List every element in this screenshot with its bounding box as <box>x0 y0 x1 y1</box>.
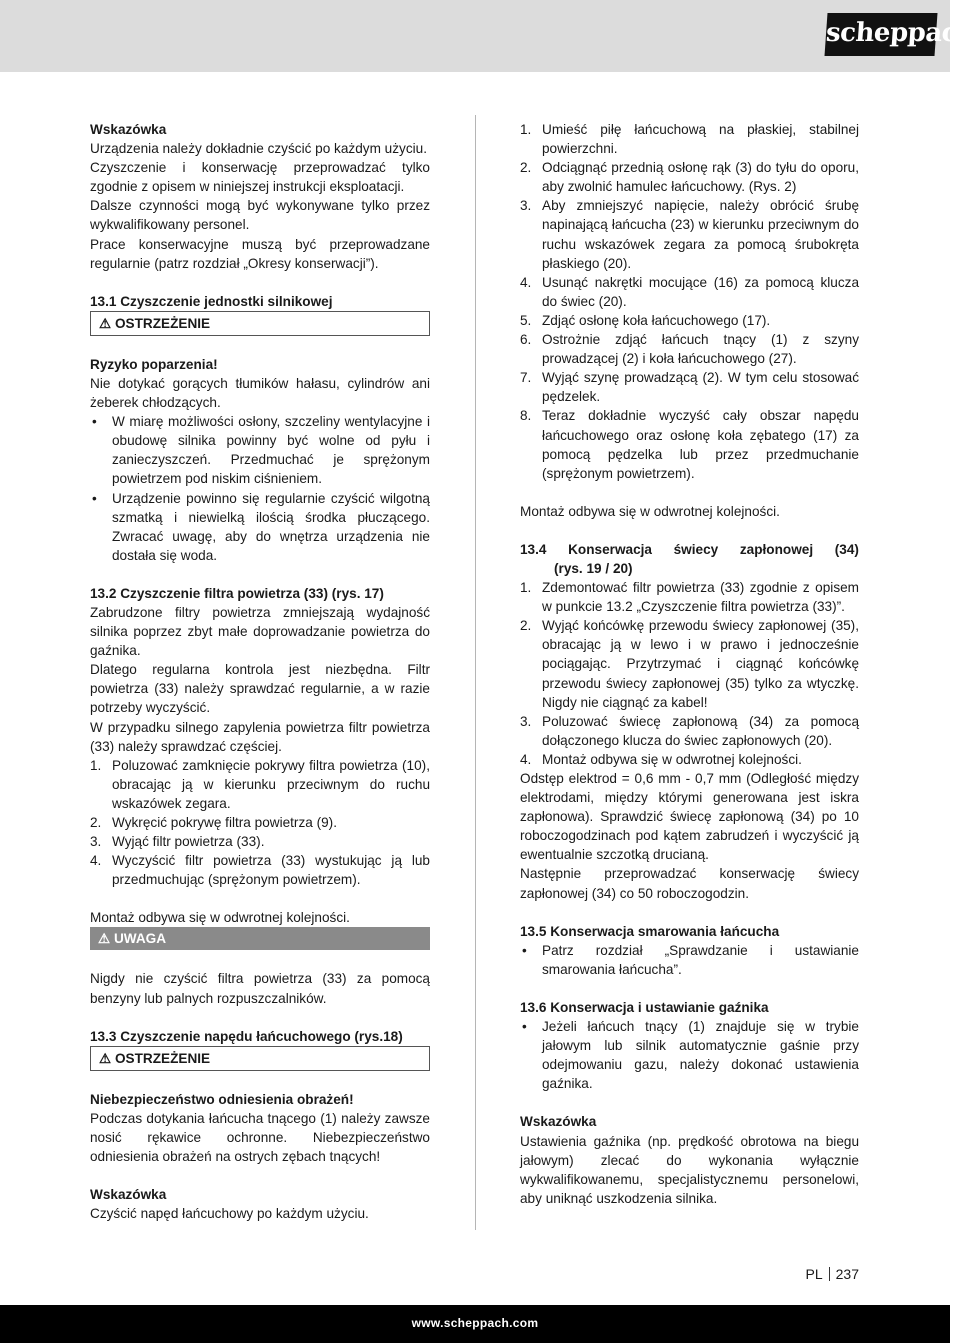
note-text: Urządzenia należy dokładnie czyścić po każdym użyciu. <box>90 141 427 157</box>
header-bar <box>0 0 977 72</box>
body-text: Odstęp elektrod = 0,6 mm - 0,7 mm (Odległość między elektrodami, między którymi generowana jest iskra zapłonowa). Sprawdzić świecę zapłonową (34) po 10 roboczogodzinach pod kątem zabrudzeń i wyczyścić ją ewentualnie szczotką drucianą. <box>520 771 859 863</box>
caution-bar: ⚠ UWAGA <box>90 927 430 950</box>
list-item: • Urządzenie powinno się regularnie czyścić wilgotną szmatką i niewielką ilością środka płuczącego. Zwracać uwagę, aby do wnętrza urządzenia nie dostała się woda. <box>90 489 430 565</box>
list-item: 1. Umieść piłę łańcuchową na płaskiej, stabilnej powierzchni. <box>520 122 859 157</box>
bullet-list <box>90 412 430 565</box>
body-text: Montaż odbywa się w odwrotnej kolejności. <box>90 910 350 926</box>
caution-text: Nigdy nie czyścić filtra powietrza (33) za pomocą benzyny lub palnych rozpuszczalników. <box>90 971 430 1006</box>
brand-logo: scheppach <box>824 13 937 56</box>
list-item: 4. Wyczyścić filtr powietrza (33) wystukując ją lub przedmuchując (sprężonym powietrzem). <box>90 853 430 888</box>
list-item: 2. Wyjąć końcówkę przewodu świecy zapłonowej (35), obracając ją w lewo i w prawo i jednocześnie pociągając. Przytrzymać i ciągnąć końcówkę przewodu świecy zapłonowej (35) tylko za wtyczkę. Nigdy nie ciągnąć za kabel! <box>520 618 859 710</box>
warning-box: ⚠ OSTRZEŻENIE <box>90 311 430 336</box>
list-item: 3. Poluzować świecę zapłonową (34) za pomocą dołączonego klucza do świec zapłonowych (20). <box>520 713 859 748</box>
right-column <box>520 120 859 1208</box>
list-item: 3. Wyjąć filtr powietrza (33). <box>90 834 265 850</box>
list-item: 7. Wyjąć szynę prowadzącą (2). W tym celu stosować pędzelek. <box>520 370 859 405</box>
body-text: Montaż odbywa się w odwrotnej kolejności. <box>520 503 780 519</box>
page-number-value: 237 <box>835 1266 859 1282</box>
language-code: PL <box>805 1266 823 1282</box>
numbered-list <box>520 120 859 483</box>
list-item: 1. Poluzować zamknięcie pokrywy filtra powietrza (10), obracając ją w kierunku przeciwnym do ruchu wskazówek zegara. <box>90 757 430 811</box>
column-divider <box>475 115 476 1230</box>
list-item: 8. Teraz dokładnie wyczyść cały obszar napędu łańcuchowego oraz osłonę koła zębatego (17) za pomocą pędzelka lub przez przedmuchanie (sprężonym powietrzem). <box>520 408 859 481</box>
section-heading-13-6: 13.6 Konserwacja i ustawianie gaźnika <box>520 999 769 1015</box>
list-item: 2. Odciągnąć przednią osłonę rąk (3) do tyłu do oporu, aby zwolnić hamulec łańcuchowy. (Rys. 2) <box>520 160 859 195</box>
section-heading-13-4: 13.4 Konserwacja świecy zapłonowej (34) <box>520 541 859 557</box>
note-title: Wskazówka <box>90 1187 167 1203</box>
warning-text: Podczas dotykania łańcucha tnącego (1) należy zawsze nosić rękawice ochronne. Niebezpieczeństwo odniesienia obrażeń na ostrych zębach tnących! <box>90 1110 430 1165</box>
numbered-list <box>90 756 430 890</box>
footer-url: www.scheppach.com <box>411 1316 539 1330</box>
note-text: Czyścić napęd łańcuchowy po każdym użyciu. <box>90 1206 369 1222</box>
note-text: Ustawienia gaźnika (np. prędkość obrotowa na biegu jałowym) zlecać do wykonania wyłącznie wykwalifikowanemu, specjalistycznemu personelowi, aby uniknąć uszkodzenia silnika. <box>520 1133 859 1206</box>
page-number <box>806 1265 859 1284</box>
body-text: Dlatego regularna kontrola jest niezbędna. Filtr powietrza (33) należy sprawdzać regularnie, a w razie potrzeby wyczyścić. <box>90 662 430 716</box>
body-text: W przypadku silnego zapylenia powietrza filtr powietrza (33) należy sprawdzać częściej. <box>90 719 430 754</box>
section-heading-13-2: 13.2 Czyszczenie filtra powietrza (33) (rys. 17) <box>90 585 384 601</box>
section-subheading: (rys. 19 / 20) <box>554 560 633 576</box>
list-item: 3. Aby zmniejszyć napięcie, należy obrócić śrubę napinającą łańcucha (23) w kierunku przeciwnym do ruchu wskazówek zegara za pomocą śrubokręta płaskiego (20). <box>520 198 859 271</box>
note-title: Wskazówka <box>520 1114 597 1130</box>
body-text: Następnie przeprowadzać konserwację świecy zapłonowej (34) co 50 roboczogodzin. <box>520 866 859 901</box>
section-heading-13-1: 13.1 Czyszczenie jednostki silnikowej <box>90 293 333 309</box>
footer-bar <box>0 1305 950 1343</box>
warning-title: Ryzyko poparzenia! <box>90 356 218 372</box>
note-text: Czyszczenie i konserwację przeprowadzać tylko zgodnie z opisem w niniejszej instrukcji eksploatacji. <box>90 160 430 195</box>
left-column <box>90 120 430 1223</box>
list-item: • Patrz rozdział „Sprawdzanie i ustawianie smarowania łańcucha”. <box>520 941 859 979</box>
note-title: Wskazówka <box>90 122 167 137</box>
warning-text: Nie dotykać gorących tłumików hałasu, cylindrów ani żeberek chłodzących. <box>90 375 430 411</box>
list-item: 4. Montaż odbywa się w odwrotnej kolejności. <box>520 751 802 767</box>
section-heading-13-5: 13.5 Konserwacja smarowania łańcucha <box>520 923 780 939</box>
list-item: • W miarę możliwości osłony, szczeliny wentylacyjne i obudowę silnika powinny być wolne od pyłu i zanieczyszczeń. Przedmuchać je sprężonym powietrzem pod niskim ciśnieniem. <box>90 412 430 488</box>
list-item: • Jeżeli łańcuch tnący (1) znajduje się w trybie jałowym lub silnik automatycznie gaśnie przy odejmowaniu gazu, należy dokonać ustawienia gaźnika. <box>520 1017 859 1093</box>
note-text: Prace konserwacyjne muszą być przeprowadzane regularnie (patrz rozdział „Okresy konserwacji”). <box>90 236 430 271</box>
bullet-list <box>520 1017 859 1093</box>
body-text: Zabrudzone filtry powietrza zmniejszają wydajność silnika poprzez zbyt małe doprowadzanie powietrza do gaźnika. <box>90 604 430 659</box>
numbered-list <box>520 578 859 769</box>
warning-title: Niebezpieczeństwo odniesienia obrażeń! <box>90 1091 354 1107</box>
list-item: 6. Ostrożnie zdjąć łańcuch tnący (1) z szyny prowadzącej (2) i koła łańcuchowego (27). <box>520 332 859 367</box>
list-item: 2. Wykręcić pokrywę filtra powietrza (9). <box>90 815 337 830</box>
list-item: 1. Zdemontować filtr powietrza (33) zgodnie z opisem w punkcie 13.2 „Czyszczenie filtra powietrza (33)”. <box>520 580 859 615</box>
list-item: 4. Usunąć nakrętki mocujące (16) za pomocą klucza do świec (20). <box>520 274 859 309</box>
note-text: Dalsze czynności mogą być wykonywane tylko przez wykwalifikowany personel. <box>90 198 430 233</box>
list-item: 5. Zdjąć osłonę koła łańcuchowego (17). <box>520 312 771 328</box>
warning-box: ⚠ OSTRZEŻENIE <box>90 1046 430 1071</box>
section-heading-13-3: 13.3 Czyszczenie napędu łańcuchowego (rys.18) <box>90 1028 403 1044</box>
bullet-list <box>520 941 859 979</box>
